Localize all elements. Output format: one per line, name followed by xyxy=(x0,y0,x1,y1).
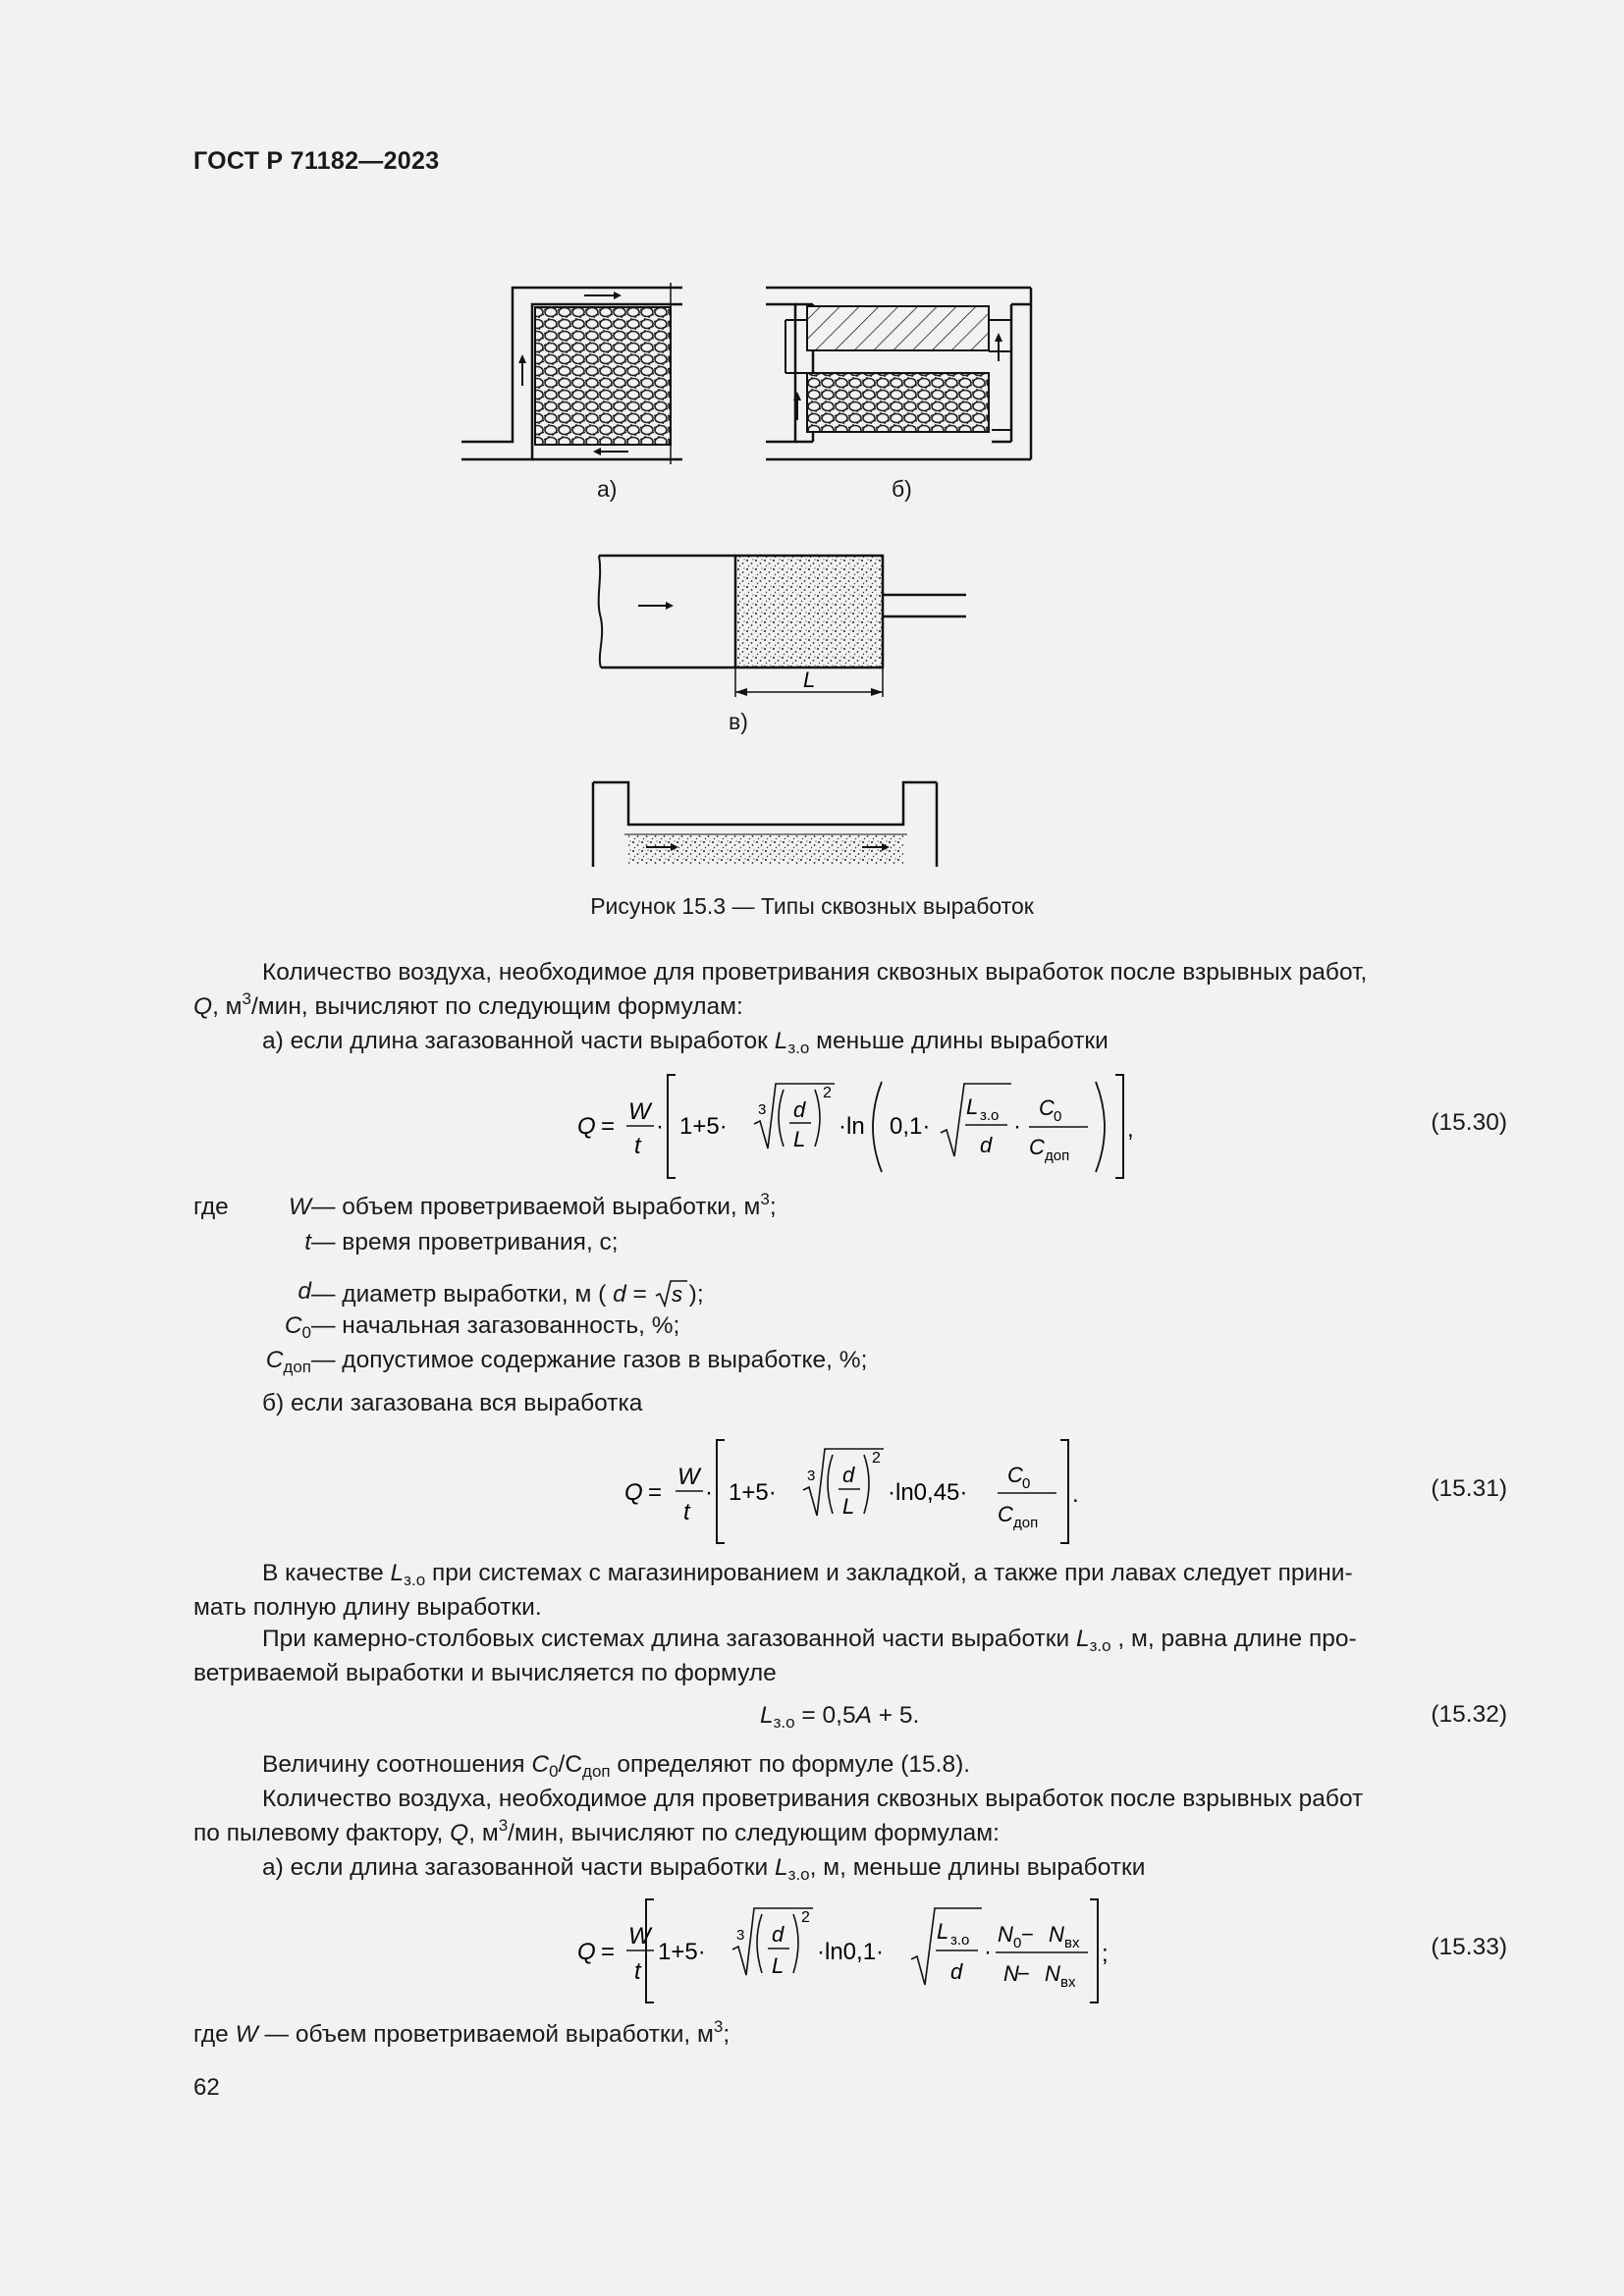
text-span: , м xyxy=(468,1820,499,1846)
paragraph-5-line-2: ветриваемой выработки и вычисляется по формуле xyxy=(193,1660,777,1686)
def-c0-symbol xyxy=(193,1312,311,1340)
symbol-w: W xyxy=(288,1194,311,1220)
eq4-nvx-2: N xyxy=(1045,1961,1060,1986)
paragraph-8 xyxy=(262,1850,1145,1885)
eq2-d: d xyxy=(842,1463,855,1487)
superscript: 3 xyxy=(713,2017,724,2036)
symbol-c: C xyxy=(531,1751,550,1778)
paragraph-4-line-2: мать полную длину выработки. xyxy=(193,1594,542,1621)
eq2-t: t xyxy=(683,1499,690,1525)
text-span: = 0,5 xyxy=(794,1702,856,1729)
subscript: 0 xyxy=(549,1762,559,1781)
symbol-L: L xyxy=(760,1702,774,1729)
text-span: + 5. xyxy=(871,1702,920,1729)
symbol-L: L xyxy=(390,1560,405,1586)
eq1-cdop: C xyxy=(1029,1135,1045,1159)
paragraph-2 xyxy=(262,1024,1109,1058)
figure-v-drawing xyxy=(595,550,978,707)
subscript: з.о xyxy=(1089,1636,1111,1655)
text-span: ; xyxy=(769,1194,777,1220)
text-span: В качестве xyxy=(262,1560,391,1586)
eq1-t: t xyxy=(634,1133,641,1159)
symbol-c: C xyxy=(265,1347,284,1373)
text-span: , м xyxy=(212,993,243,1020)
symbol-L: L xyxy=(775,1854,788,1881)
document-header: ГОСТ Р 71182—2023 xyxy=(193,147,440,175)
eq4-d: d xyxy=(772,1922,785,1947)
figure-label-a: а) xyxy=(597,476,618,502)
eq1-c0-sub: 0 xyxy=(1054,1108,1062,1125)
eq4-t: t xyxy=(634,1958,641,1985)
paragraph-5 xyxy=(193,1622,1507,1656)
paragraph-7-line-2 xyxy=(193,1816,1000,1850)
eq4-equals: = xyxy=(601,1939,616,1965)
text-span: меньше длины выработки xyxy=(809,1028,1109,1054)
eq2-square: 2 xyxy=(872,1450,881,1467)
superscript: 3 xyxy=(242,989,251,1008)
eq1-lzo: L xyxy=(966,1095,979,1119)
paragraph-6 xyxy=(262,1747,970,1782)
figure-caption: Рисунок 15.3 — Типы сквозных выработок xyxy=(590,893,1034,919)
eq4-minus-2: − xyxy=(1017,1961,1030,1986)
paragraph-4 xyxy=(193,1556,1507,1590)
text-span: — диаметр выработки, м ( xyxy=(311,1281,607,1308)
text-span: ); xyxy=(688,1281,704,1308)
text-span: /мин, вычисляют по следующим формулам: xyxy=(251,993,743,1020)
eq4-dot: · xyxy=(984,1939,992,1965)
eq4-n0-sub: 0 xyxy=(1013,1935,1022,1951)
figure-b-drawing xyxy=(766,283,1041,469)
symbol-w: W xyxy=(235,2021,258,2048)
figure-a-drawing xyxy=(461,283,687,469)
eq2-cdop: C xyxy=(998,1502,1013,1526)
eq4-d-denom: d xyxy=(950,1959,963,1984)
text-span: при системах с магазинированием и закладкой, а также при лавах следует прини- xyxy=(425,1560,1353,1586)
def-d-symbol xyxy=(193,1278,311,1306)
sqrt-s-icon xyxy=(654,1278,689,1308)
eq4-symbol-q: Q xyxy=(577,1939,596,1965)
text-span: а) если длина загазованной части выработки xyxy=(262,1854,776,1881)
eq1-dot: · xyxy=(656,1113,664,1140)
page-number: 62 xyxy=(193,2074,220,2101)
eq4-n0: N xyxy=(998,1922,1013,1947)
subscript: 0 xyxy=(301,1323,311,1342)
symbol-t: t xyxy=(304,1229,311,1255)
eq2-ln-coef: ·ln0,45· xyxy=(888,1479,968,1506)
eq4-ln-coef: ·ln0,1· xyxy=(817,1939,885,1965)
figure-d-drawing xyxy=(587,778,946,867)
def-t-text: — время проветривания, с; xyxy=(311,1229,619,1255)
eq2-cdop-sub: доп xyxy=(1013,1515,1039,1531)
text-span: /мин, вычисляют по следующим формулам: xyxy=(508,1820,1000,1846)
text-span: ; xyxy=(723,2021,731,2048)
def-cdop-text: — допустимое содержание газов в выработке, %; xyxy=(311,1347,868,1373)
eq1-equals: = xyxy=(601,1113,616,1140)
symbol-d-inline: d xyxy=(613,1281,626,1308)
eq2-root-index: 3 xyxy=(807,1468,816,1484)
equation-15-32 xyxy=(760,1698,919,1733)
subscript: доп xyxy=(582,1762,611,1781)
def-c0-text: — начальная загазованность, %; xyxy=(311,1312,680,1339)
subscript: доп xyxy=(283,1358,311,1376)
symbol-a: A xyxy=(855,1702,872,1729)
eq1-symbol-q: Q xyxy=(577,1113,596,1140)
eq1-root-index: 3 xyxy=(758,1101,767,1118)
symbol-q: Q xyxy=(193,993,213,1020)
paragraph-1-line-2 xyxy=(193,989,743,1024)
equals-inline: = xyxy=(632,1281,647,1308)
dimension-label-L: L xyxy=(803,667,816,692)
text-span: , м, равна длине про- xyxy=(1110,1626,1357,1652)
eq4-square: 2 xyxy=(801,1909,810,1926)
text-span: а) если длина загазованной части выработок xyxy=(262,1028,775,1054)
superscript: 3 xyxy=(760,1190,770,1208)
last-definition xyxy=(193,2017,730,2052)
subscript: з.о xyxy=(773,1713,795,1732)
symbol-d: d xyxy=(298,1278,311,1305)
subscript: з.о xyxy=(787,1039,810,1057)
equation-number-15-33: (15.33) xyxy=(1431,1934,1507,1960)
eq2-dot: · xyxy=(705,1479,713,1506)
eq4-nvx-sub: вх xyxy=(1064,1935,1080,1951)
eq4-nvx-sub-2: вх xyxy=(1060,1974,1076,1991)
paragraph-7: Количество воздуха, необходимое для проветривания сквозных выработок после взрывных работ xyxy=(262,1786,1364,1812)
eq4-one-plus-5: 1+5· xyxy=(658,1939,706,1965)
eq4-w: W xyxy=(628,1923,651,1949)
eq1-zo-sub: з.о xyxy=(980,1107,1000,1124)
eq1-L: L xyxy=(793,1127,806,1151)
paragraph-1-line-1: Количество воздуха, необходимое для проветривания сквозных выработок после взрывных работ, xyxy=(262,959,1368,986)
superscript: 3 xyxy=(498,1816,509,1835)
def-d-text xyxy=(311,1278,704,1308)
eq1-square: 2 xyxy=(823,1085,832,1101)
figure-label-v: в) xyxy=(729,709,748,734)
paragraph-3: б) если загазована вся выработка xyxy=(262,1390,643,1416)
eq1-coef: 0,1· xyxy=(890,1113,931,1140)
eq1-one-plus-5: 1+5· xyxy=(679,1113,728,1140)
eq2-equals: = xyxy=(648,1479,663,1506)
text-span: по пылевому фактору, xyxy=(193,1820,451,1846)
eq2-L: L xyxy=(842,1494,855,1519)
eq1-comma: , xyxy=(1127,1116,1134,1143)
symbol-q: Q xyxy=(450,1820,469,1846)
eq1-ln: ·ln xyxy=(839,1113,865,1140)
eq4-zo-sub: з.о xyxy=(950,1932,970,1949)
def-w-symbol xyxy=(193,1194,311,1221)
text-span: — объем проветриваемой выработки, м xyxy=(311,1194,761,1220)
text-span: При камерно-столбовых системах длина загазованной части выработки xyxy=(262,1626,1076,1652)
def-t-symbol xyxy=(193,1229,311,1256)
eq1-d-denom: d xyxy=(980,1133,993,1157)
eq2-c0-sub: 0 xyxy=(1022,1475,1031,1492)
eq2-one-plus-5: 1+5· xyxy=(729,1479,777,1506)
eq4-minus: − xyxy=(1021,1922,1034,1947)
eq1-cdop-sub: доп xyxy=(1045,1148,1070,1164)
text-span: определяют по формуле (15.8). xyxy=(610,1751,971,1778)
equation-15-30 xyxy=(569,1070,1159,1183)
text-span: где xyxy=(193,2021,236,2048)
eq2-w: W xyxy=(677,1464,700,1490)
eq4-n: N xyxy=(1003,1961,1019,1986)
equation-number-15-31: (15.31) xyxy=(1431,1475,1507,1502)
eq2-c0: C xyxy=(1007,1463,1023,1487)
symbol-L: L xyxy=(774,1028,788,1054)
eq2-period: . xyxy=(1072,1481,1079,1508)
eq4-root-index: 3 xyxy=(736,1927,745,1944)
eq1-w: W xyxy=(628,1098,651,1125)
symbol-s: s xyxy=(671,1282,682,1307)
text-span: , м, меньше длины выработки xyxy=(809,1854,1146,1881)
eq4-nvx: N xyxy=(1049,1922,1064,1947)
paragraph-1 xyxy=(193,955,1507,989)
def-w-text xyxy=(311,1190,777,1221)
eq1-dot-2: · xyxy=(1013,1113,1021,1140)
eq2-symbol-q: Q xyxy=(624,1479,643,1506)
equation-number-15-30: (15.30) xyxy=(1431,1109,1507,1136)
eq4-semicolon: ; xyxy=(1102,1941,1109,1967)
eq4-L: L xyxy=(772,1953,785,1978)
text-span: /C xyxy=(558,1751,583,1778)
eq4-lzo: L xyxy=(937,1919,949,1944)
equation-15-31 xyxy=(619,1435,1090,1548)
figure-label-b: б) xyxy=(892,476,912,502)
equation-15-33 xyxy=(569,1895,1159,2007)
subscript: з.о xyxy=(787,1865,810,1884)
eq1-c0: C xyxy=(1039,1095,1055,1120)
subscript: з.о xyxy=(404,1571,426,1589)
where-label: где xyxy=(193,1194,229,1220)
symbol-L: L xyxy=(1075,1626,1090,1652)
def-cdop-symbol xyxy=(193,1347,311,1374)
equation-number-15-32: (15.32) xyxy=(1431,1701,1507,1728)
text-span: — объем проветриваемой выработки, м xyxy=(257,2021,714,2048)
text-span: Величину соотношения xyxy=(262,1751,532,1778)
symbol-c: C xyxy=(284,1312,302,1339)
eq1-d: d xyxy=(793,1097,806,1122)
